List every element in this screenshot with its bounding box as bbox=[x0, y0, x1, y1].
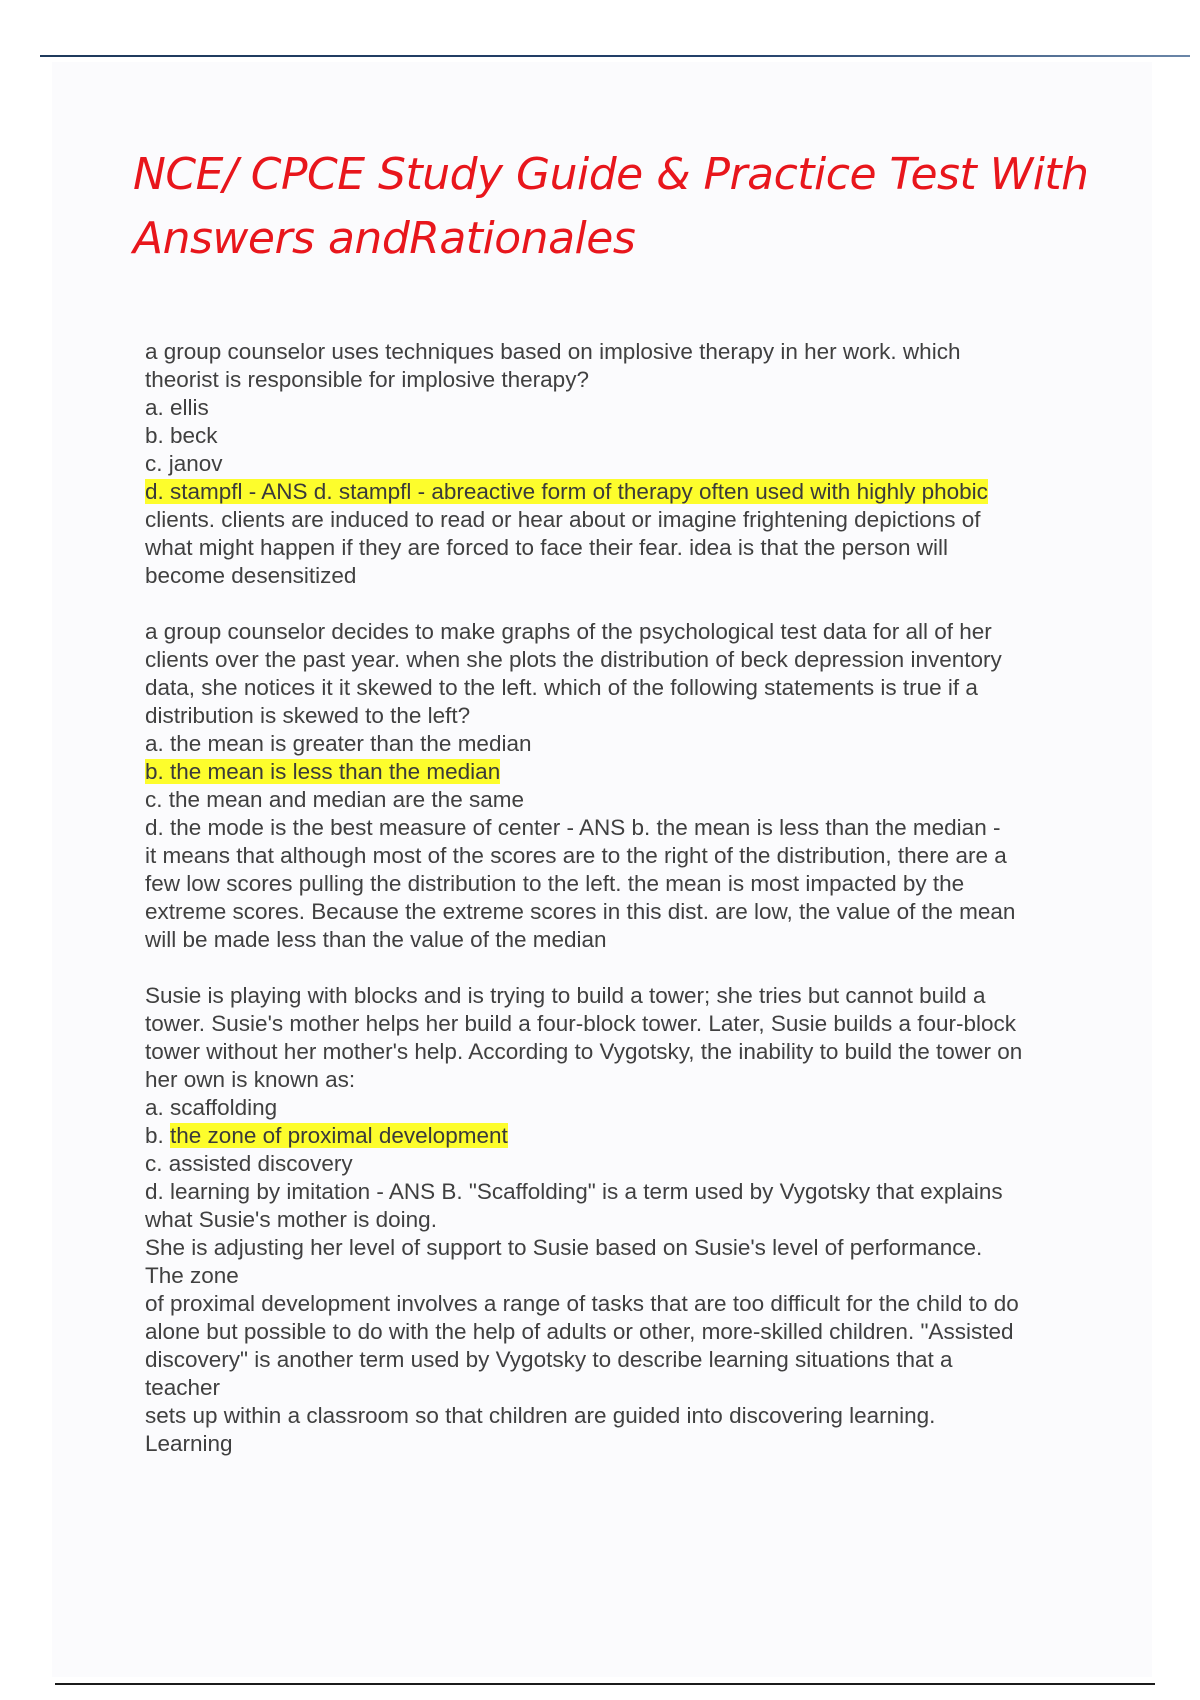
rationale-line: discovery" is another term used by Vygotsky to describe learning situations that a bbox=[145, 1347, 953, 1372]
question-line: data, she notices it it skewed to the left. which of the following statements is true if a bbox=[145, 675, 978, 700]
answer-highlight: d. stampfl - ANS d. stampfl - abreactive form of therapy often used with highly phobic bbox=[145, 479, 988, 504]
rationale-line: Learning bbox=[145, 1431, 233, 1456]
rationale-line: alone but possible to do with the help of adults or other, more-skilled children. "Assisted bbox=[145, 1319, 1014, 1344]
question-line: a group counselor uses techniques based on implosive therapy in her work. which bbox=[145, 339, 961, 364]
answer-highlight: the zone of proximal development bbox=[170, 1123, 508, 1148]
question-block-3 bbox=[145, 982, 1105, 1458]
document-title bbox=[133, 143, 1133, 271]
question-line: clients over the past year. when she plots the distribution of beck depression inventory bbox=[145, 647, 1002, 672]
rationale-line: The zone bbox=[145, 1263, 239, 1288]
title-line-1: NCE/ CPCE Study Guide & Practice Test With bbox=[133, 149, 1089, 200]
question-block-2 bbox=[145, 618, 1105, 954]
title-line-2: Answers andRationales bbox=[133, 213, 636, 264]
answer-option: a. the mean is greater than the median bbox=[145, 731, 532, 756]
rationale-line: it means that although most of the scores are to the right of the distribution, there are a bbox=[145, 843, 1007, 868]
question-block-1 bbox=[145, 338, 1105, 590]
rationale-line: d. the mode is the best measure of center - ANS b. the mean is less than the median - bbox=[145, 815, 1001, 840]
question-line: tower without her mother's help. According to Vygotsky, the inability to build the tower on bbox=[145, 1039, 1023, 1064]
answer-prefix: b. bbox=[145, 1123, 171, 1148]
question-line: distribution is skewed to the left? bbox=[145, 703, 471, 728]
question-line: theorist is responsible for implosive therapy? bbox=[145, 367, 589, 392]
answer-option: a. ellis bbox=[145, 395, 209, 420]
correct-answer-line bbox=[145, 758, 1105, 786]
answer-option: c. assisted discovery bbox=[145, 1151, 353, 1176]
header-rule bbox=[40, 55, 1190, 57]
answer-option: a. scaffolding bbox=[145, 1095, 278, 1120]
rationale-line: teacher bbox=[145, 1375, 221, 1400]
footer-rule bbox=[55, 1683, 1155, 1685]
question-line: Susie is playing with blocks and is trying to build a tower; she tries but cannot build a bbox=[145, 983, 986, 1008]
rationale-line: clients. clients are induced to read or hear about or imagine frightening depictions of bbox=[145, 507, 981, 532]
rationale-line: d. learning by imitation - ANS B. "Scaffolding" is a term used by Vygotsky that explains bbox=[145, 1179, 1003, 1204]
correct-answer-line bbox=[145, 1122, 1105, 1150]
question-line: her own is known as: bbox=[145, 1067, 356, 1092]
rationale-line: will be made less than the value of the median bbox=[145, 927, 607, 952]
rationale-line: She is adjusting her level of support to Susie based on Susie's level of performance. bbox=[145, 1235, 983, 1260]
rationale-line: few low scores pulling the distribution to the left. the mean is most impacted by the bbox=[145, 871, 965, 896]
rationale-line: what Susie's mother is doing. bbox=[145, 1207, 437, 1232]
document-body bbox=[145, 338, 1105, 1486]
rationale-line: what might happen if they are forced to face their fear. idea is that the person will bbox=[145, 535, 948, 560]
question-line: tower. Susie's mother helps her build a four-block tower. Later, Susie builds a four-block bbox=[145, 1011, 1016, 1036]
answer-option: c. the mean and median are the same bbox=[145, 787, 524, 812]
rationale-line: become desensitized bbox=[145, 563, 357, 588]
answer-option: b. beck bbox=[145, 423, 218, 448]
question-line: a group counselor decides to make graphs of the psychological test data for all of her bbox=[145, 619, 992, 644]
answer-highlight: b. the mean is less than the median bbox=[145, 759, 501, 784]
rationale-line: of proximal development involves a range of tasks that are too difficult for the child to do bbox=[145, 1291, 1019, 1316]
answer-option: c. janov bbox=[145, 451, 223, 476]
rationale-line: sets up within a classroom so that children are guided into discovering learning. bbox=[145, 1403, 936, 1428]
correct-answer-line bbox=[145, 478, 1105, 506]
rationale-line: extreme scores. Because the extreme scores in this dist. are low, the value of the mean bbox=[145, 899, 1016, 924]
